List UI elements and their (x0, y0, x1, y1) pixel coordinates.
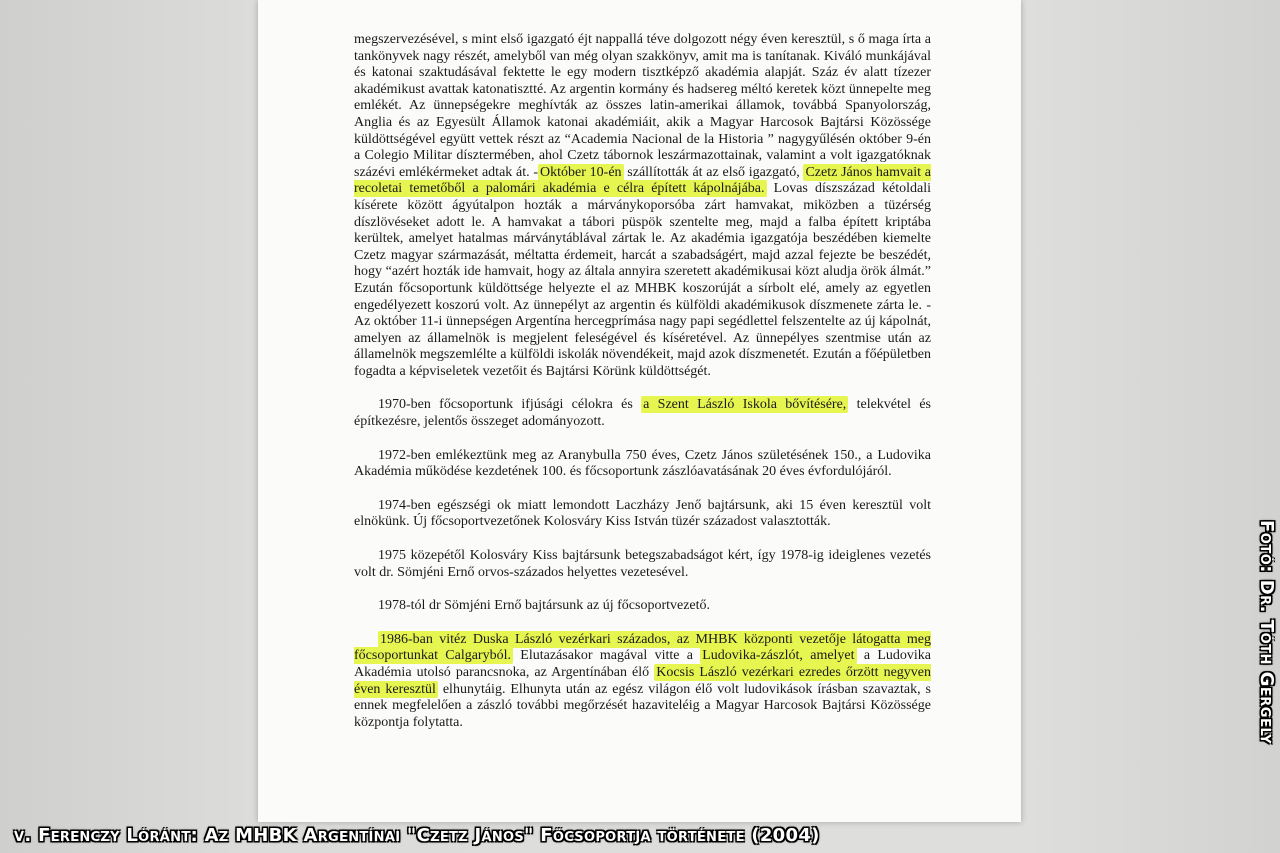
paragraph-4: 1974-ben egészségi ok miatt lemondott Laczházy Jenő bajtársunk, aki 15 éven keresztül volt elnökünk. Új főcsoportvezetőnek Kolosváry Kiss István tüzér századost valasztották. (354, 497, 931, 530)
text-run: telekvétel és építkezésre, jelentős összeget adományozott. (354, 397, 931, 430)
paragraph-1 (354, 32, 931, 380)
document-page (258, 0, 1021, 822)
highlight: 1986-ban vitéz Duska László vezérkari százados, az MHBK központi vezetője látogatta meg főcsoportunkat Calgaryból. (354, 631, 931, 664)
highlight: Kocsis László vezérkari ezredes őrzött negyven éven keresztül (354, 665, 931, 697)
paragraph-gap (354, 481, 931, 498)
paragraph-gap (354, 431, 931, 448)
highlight: Czetz János hamvait a recoletai temetőből a palomári akadémia e célra épített kápolnájába. (354, 164, 931, 197)
caption: v. Ferenczy Lóránt: Az MHBK Argentínai "Czetz János" Főcsoportja története (2004) (14, 825, 820, 846)
text-run: a Ludovika Akadémia utolsó parancsnoka, az Argentínában élő (354, 648, 931, 680)
text-run: szállították át az első igazgató, (623, 164, 804, 180)
paragraph-3: 1972-ben emlékeztünk meg az Aranybulla 750 éves, Czetz János születésének 150., a Ludovika Akadémia működése kezdetének 100. és főcsoportunk zászlóavatásának 20 éves évfordulójáról. (354, 447, 931, 480)
highlight: a Szent László Iskola bővítésére, (643, 397, 847, 413)
paragraph-5: 1975 közepétől Kolosváry Kiss bajtársunk betegszabadságot kért, így 1978-ig ideiglenes vezetés volt dr. Sömjéni Ernő orvos-százados helyettes vezetesével. (354, 548, 931, 580)
paragraph-2 (354, 397, 931, 430)
text-run: 1970-ben főcsoportunk ifjúsági célokra és (378, 397, 642, 413)
document-text (354, 32, 931, 731)
text-run: Lovas díszszázad kétoldali kísérete között ágyútalpon hozták a márványkoporsóba zárt hamvakat, miközben a tüzérség díszlövéseket adott le. A hamvakat a tábori püspök szentelte meg, majd a falba épített kriptába kerültek, amelyet hatalmas márványtáblával zártak le. Az akadémia igazgatója beszédében kiemelte Czetz magyar származását, méltatta érdemeit, harcát a szabadságért, majd azzal fejezte be beszédét, hogy “azért hozták ide hamvait, hogy az általa annyira szeretett akadémikusai közt aludja örök álmát.” Ezután főcsoportunk küldöttsége helyezte el az MHBK koszorúját a sírbolt elé, amely az egyetlen engedélyezett koszorú volt. Az ünnepélyt az argentin és külföldi akadémikusok díszmenete zárta le. - Az október 11-i ünnepségen Argentína hercegprímása nagy papi segédlettel felszentelte az új kápolnát, amelyen az államelnök is megjelent feleségével és kíséretével. Az ünnepélyes szentmise után az államelnök megszemlélte a külföldi iskolák növendékeit, majd azok díszmenetét. Ezután a főépületben fogadta a képviseletek vezetőit és Bajtársi Körünk küldöttségét. (354, 181, 931, 379)
paragraph-gap (354, 380, 931, 397)
highlight: Ludovika-zászlót, amelyet (702, 648, 855, 664)
paragraph-gap (354, 531, 931, 548)
paragraph-gap (354, 581, 931, 598)
text-run: megszervezésével, s mint első igazgató éjt nappallá téve dolgozott négy éven keresztül, s ő maga írta a tankönyvek nagy részét, amelyből van még olyan szakkönyv, amit ma is tanítanak. Kiváló munkájával és katonai szaktudásával fektette le egy modern tisztképző akadémia alapját. Száz év alatt tízezer akadémikust avattak katonatisztté. Az argentin kormány és hadsereg méltó keretek közt ünnepelte meg emlékét. Az ünnepségekre meghívták az összes latin-amerikai államok, továbbá Spanyolország, Anglia és az Egyesült Államok katonai akadémiáit, akik a Magyar Harcosok Bajtársi Közössége küldöttségével együtt vettek részt az “Academia Nacional de la Historia ” nagygyűlésén október 9-én a Colegio Militar dísztermében, ahol Czetz tábornok leszármazottainak, valamint a volt igazgatóknak százévi emlékérmeket adtak át. - (354, 32, 931, 180)
photo-credit: Fotó: Dr. Tóth Gergely (1256, 520, 1277, 745)
paragraph-6: 1978-tól dr Sömjéni Ernő bajtársunk az új főcsoportvezető. (378, 598, 711, 614)
paragraph-7 (354, 632, 931, 732)
text-run: elhunytáig. Elhunyta után az egész világon élő volt ludovikások írásban szavaztak, s ennek megfelelően a zászló további megőrzését hazaviteléig a Magyar Harcosok Bajtársi Közössége központja folytatta. (354, 681, 931, 730)
text-run: Elutazásakor magával vitte a (512, 648, 701, 664)
highlight: Október 10-én (540, 164, 622, 180)
paragraph-gap (354, 615, 931, 632)
